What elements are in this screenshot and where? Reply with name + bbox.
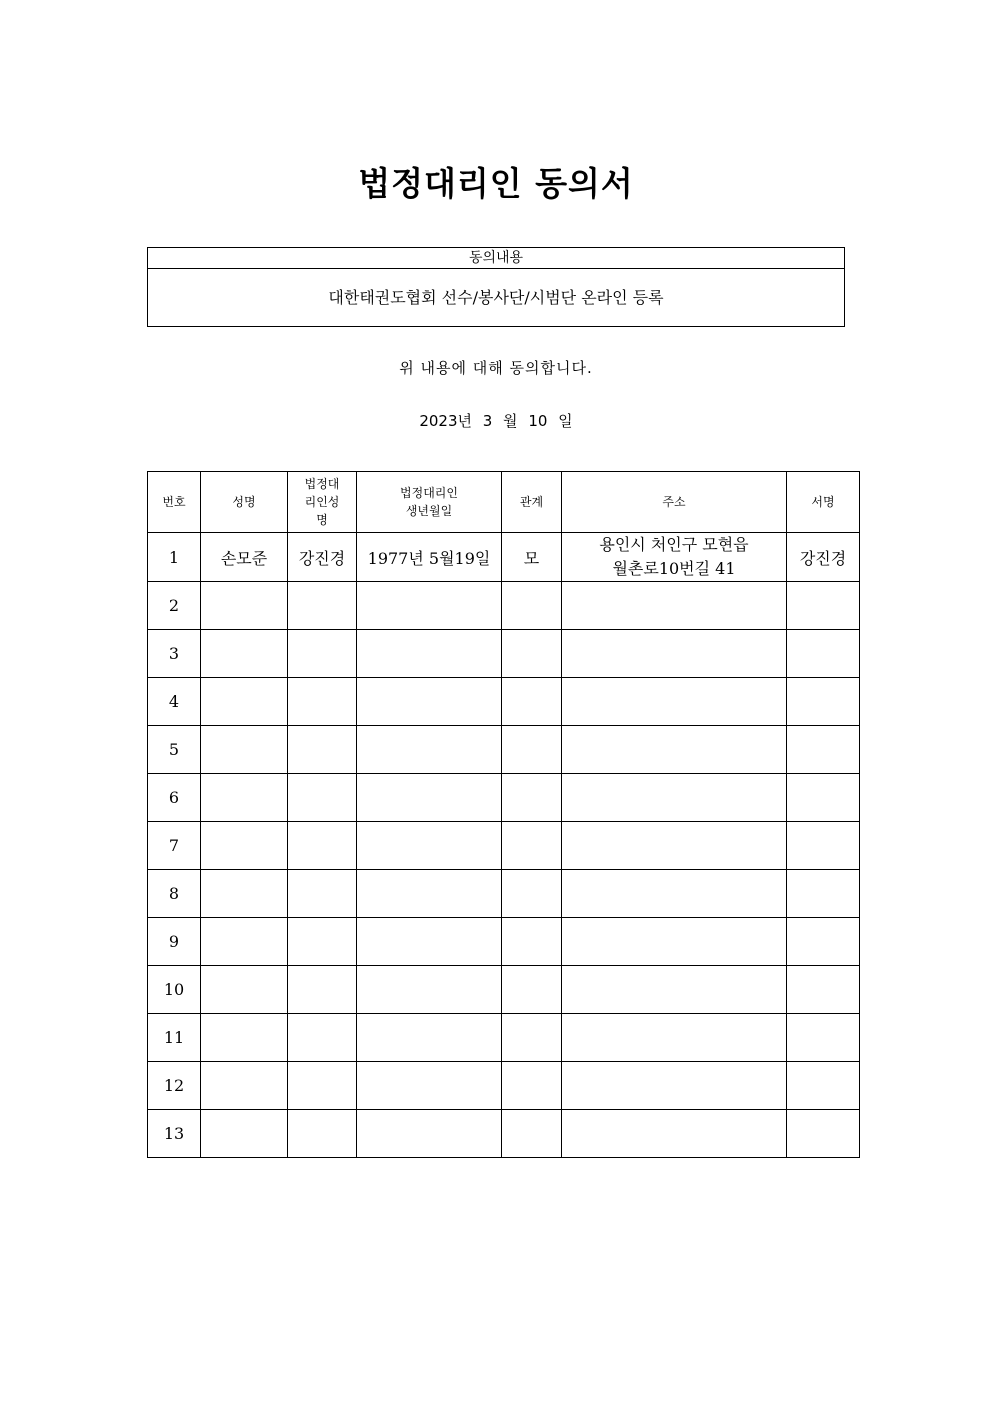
cell-signature bbox=[787, 1062, 860, 1110]
cell-rep-birth bbox=[357, 582, 502, 630]
cell-address bbox=[562, 870, 787, 918]
cell-rep-birth bbox=[357, 870, 502, 918]
cell-name bbox=[201, 630, 288, 678]
cell-rep-birth bbox=[357, 918, 502, 966]
cell-rep-birth bbox=[357, 630, 502, 678]
cell-address bbox=[562, 1014, 787, 1062]
cell-relation bbox=[502, 1110, 562, 1158]
address-line-1: 용인시 처인구 모현읍 bbox=[599, 535, 749, 554]
cell-rep-birth bbox=[357, 726, 502, 774]
cell-signature bbox=[787, 630, 860, 678]
consent-content: 대한태권도협회 선수/봉사단/시범단 온라인 등록 bbox=[328, 288, 664, 307]
cell-relation: 모 bbox=[502, 533, 562, 582]
cell-signature bbox=[787, 678, 860, 726]
cell-no: 5 bbox=[148, 726, 201, 774]
cell-signature bbox=[787, 918, 860, 966]
cell-address bbox=[562, 678, 787, 726]
cell-signature bbox=[787, 726, 860, 774]
cell-rep-birth bbox=[357, 822, 502, 870]
header-rep-name-text: 법정대리인성명 bbox=[304, 477, 340, 527]
cell-address bbox=[562, 774, 787, 822]
table-row bbox=[148, 533, 860, 582]
table-row bbox=[148, 870, 860, 918]
consent-header: 동의내용 bbox=[148, 248, 844, 269]
cell-no: 10 bbox=[148, 966, 201, 1014]
table-row bbox=[148, 774, 860, 822]
agree-statement: 위 내용에 대해 동의합니다. bbox=[399, 359, 593, 377]
cell-name bbox=[201, 774, 288, 822]
cell-signature bbox=[787, 966, 860, 1014]
table-row bbox=[148, 726, 860, 774]
cell-no: 2 bbox=[148, 582, 201, 630]
table-row bbox=[148, 678, 860, 726]
table-row bbox=[148, 1062, 860, 1110]
cell-rep-name bbox=[288, 966, 357, 1014]
consent-box bbox=[147, 247, 845, 327]
table-row bbox=[148, 966, 860, 1014]
roster-table bbox=[147, 471, 860, 1158]
cell-name bbox=[201, 1110, 288, 1158]
cell-rep-name: 강진경 bbox=[288, 533, 357, 582]
cell-address bbox=[562, 630, 787, 678]
cell-no: 3 bbox=[148, 630, 201, 678]
cell-rep-name bbox=[288, 870, 357, 918]
cell-name: 손모준 bbox=[201, 533, 288, 582]
roster-body bbox=[148, 533, 860, 1158]
date-line: 2023년 3 월 10 일 bbox=[419, 412, 573, 430]
cell-no: 12 bbox=[148, 1062, 201, 1110]
cell-signature bbox=[787, 1110, 860, 1158]
cell-rep-birth bbox=[357, 678, 502, 726]
cell-rep-birth: 1977년 5월19일 bbox=[357, 533, 502, 582]
cell-address bbox=[562, 726, 787, 774]
cell-address bbox=[562, 533, 787, 582]
cell-address bbox=[562, 1110, 787, 1158]
table-row bbox=[148, 582, 860, 630]
cell-rep-birth bbox=[357, 1110, 502, 1158]
header-rep-birth-text: 법정대리인 생년월일 bbox=[400, 486, 458, 518]
cell-rep-birth bbox=[357, 774, 502, 822]
cell-rep-name bbox=[288, 822, 357, 870]
cell-address bbox=[562, 582, 787, 630]
cell-relation bbox=[502, 678, 562, 726]
page-title: 법정대리인 동의서 bbox=[358, 164, 634, 203]
cell-rep-name bbox=[288, 918, 357, 966]
cell-no: 7 bbox=[148, 822, 201, 870]
cell-address bbox=[562, 918, 787, 966]
cell-signature: 강진경 bbox=[787, 533, 860, 582]
cell-name bbox=[201, 822, 288, 870]
cell-relation bbox=[502, 918, 562, 966]
table-row bbox=[148, 1014, 860, 1062]
cell-no: 13 bbox=[148, 1110, 201, 1158]
header-name: 성명 bbox=[201, 472, 288, 533]
cell-relation bbox=[502, 822, 562, 870]
cell-rep-name bbox=[288, 726, 357, 774]
cell-relation bbox=[502, 630, 562, 678]
cell-address bbox=[562, 822, 787, 870]
header-relation: 관계 bbox=[502, 472, 562, 533]
table-row bbox=[148, 918, 860, 966]
cell-signature bbox=[787, 870, 860, 918]
cell-relation bbox=[502, 726, 562, 774]
cell-rep-name bbox=[288, 630, 357, 678]
cell-signature bbox=[787, 822, 860, 870]
table-row bbox=[148, 822, 860, 870]
cell-name bbox=[201, 870, 288, 918]
cell-no: 4 bbox=[148, 678, 201, 726]
cell-name bbox=[201, 1014, 288, 1062]
cell-no: 1 bbox=[148, 533, 201, 582]
cell-relation bbox=[502, 1014, 562, 1062]
cell-rep-name bbox=[288, 1014, 357, 1062]
header-no: 번호 bbox=[148, 472, 201, 533]
header-rep-name bbox=[288, 472, 357, 533]
table-row bbox=[148, 1110, 860, 1158]
cell-rep-birth bbox=[357, 966, 502, 1014]
cell-address bbox=[562, 966, 787, 1014]
cell-relation bbox=[502, 870, 562, 918]
cell-relation bbox=[502, 582, 562, 630]
cell-name bbox=[201, 678, 288, 726]
header-rep-birth bbox=[357, 472, 502, 533]
cell-no: 9 bbox=[148, 918, 201, 966]
cell-rep-name bbox=[288, 1110, 357, 1158]
cell-signature bbox=[787, 1014, 860, 1062]
cell-name bbox=[201, 918, 288, 966]
cell-rep-name bbox=[288, 1062, 357, 1110]
table-header-row bbox=[148, 472, 860, 533]
cell-no: 11 bbox=[148, 1014, 201, 1062]
cell-relation bbox=[502, 774, 562, 822]
cell-rep-name bbox=[288, 774, 357, 822]
cell-rep-name bbox=[288, 678, 357, 726]
cell-relation bbox=[502, 966, 562, 1014]
cell-signature bbox=[787, 774, 860, 822]
cell-no: 8 bbox=[148, 870, 201, 918]
cell-address bbox=[562, 1062, 787, 1110]
cell-rep-birth bbox=[357, 1062, 502, 1110]
cell-signature bbox=[787, 582, 860, 630]
cell-name bbox=[201, 1062, 288, 1110]
cell-name bbox=[201, 726, 288, 774]
cell-name bbox=[201, 582, 288, 630]
address-line-2: 월촌로10번길 41 bbox=[612, 559, 736, 578]
cell-rep-name bbox=[288, 582, 357, 630]
cell-relation bbox=[502, 1062, 562, 1110]
table-row bbox=[148, 630, 860, 678]
header-signature: 서명 bbox=[787, 472, 860, 533]
cell-rep-birth bbox=[357, 1014, 502, 1062]
cell-name bbox=[201, 966, 288, 1014]
header-address: 주소 bbox=[562, 472, 787, 533]
cell-no: 6 bbox=[148, 774, 201, 822]
